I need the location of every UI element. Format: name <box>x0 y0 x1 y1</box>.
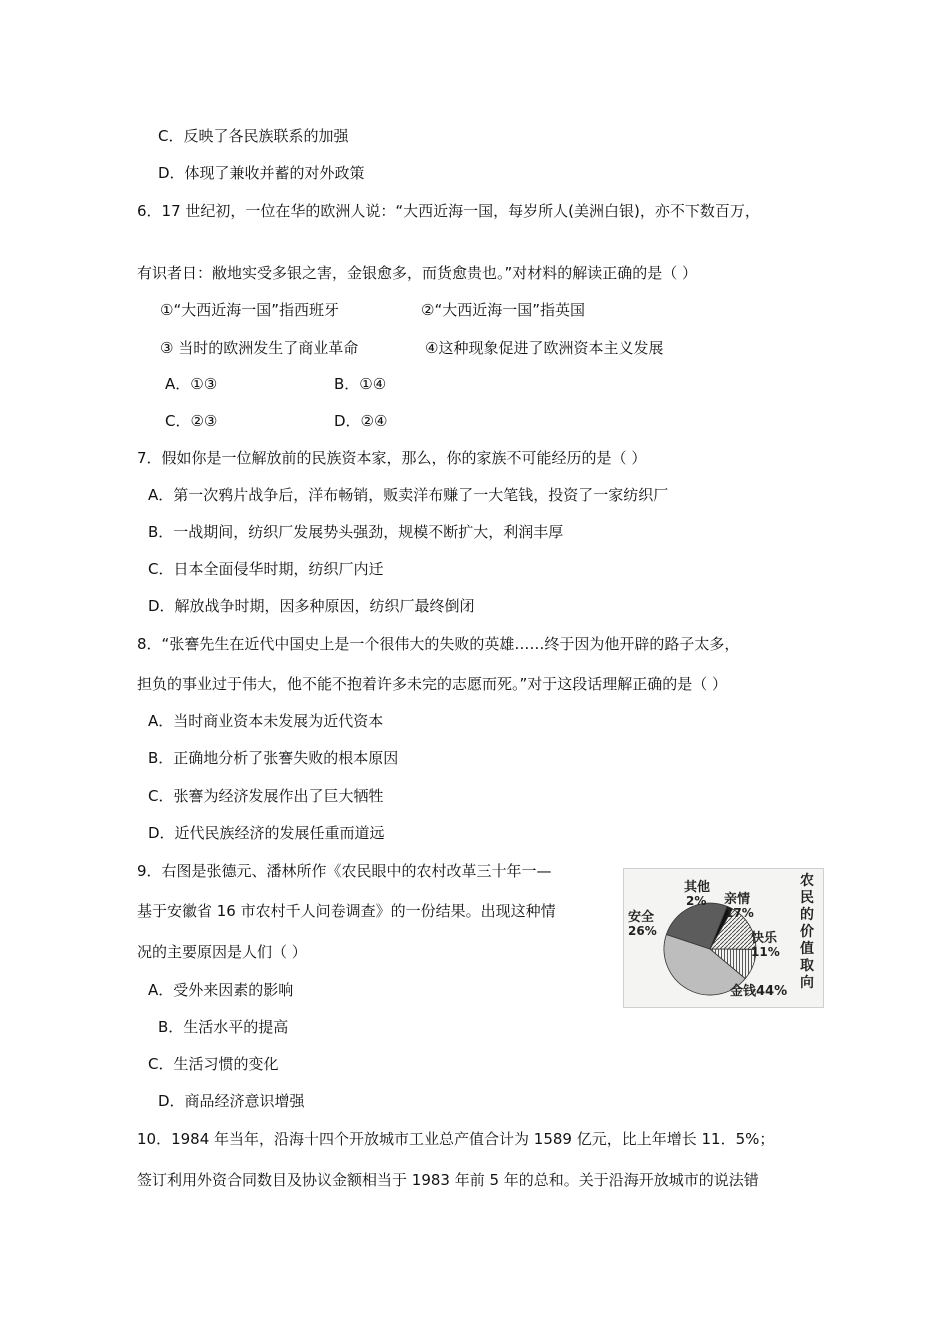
q5-option-c: C．反映了各民族联系的加强 <box>158 127 349 145</box>
q7-stem: 7．假如你是一位解放前的民族资本家，那么，你的家族不可能经历的是（ ） <box>137 449 647 467</box>
chart-title-char: 农 <box>800 873 814 889</box>
q8-option-d: D．近代民族经济的发展任重而道远 <box>148 824 385 842</box>
q7-option-d: D．解放战争时期，因多种原因，纺织厂最终倒闭 <box>148 597 475 615</box>
q8-option-c: C．张謇为经济发展作出了巨大牺牲 <box>148 787 384 805</box>
q6-stem-line1: 6．17 世纪初，一位在华的欧洲人说：“大西近海一国，每岁所人(美洲白银)，亦不下数百万， <box>137 202 760 220</box>
q8-stem-line2: 担负的事业过于伟大，他不能不抱着许多未完的志愿而死。”对于这段话理解正确的是（ ） <box>137 675 728 693</box>
q7-option-c: C．日本全面侵华时期，纺织厂内迁 <box>148 560 384 578</box>
q6-statement-2: ②“大西近海一国”指英国 <box>421 301 585 319</box>
q6-statement-1: ①“大西近海一国”指西班牙 <box>160 301 339 319</box>
q6-option-b: B．①④ <box>334 375 387 393</box>
q8-stem-line1: 8．“张謇先生在近代中国史上是一个很伟大的失败的英雄……终于因为他开辟的路子太多， <box>137 635 740 653</box>
q6-option-a: A．①③ <box>165 375 218 393</box>
q7-option-b: B．一战期间，纺织厂发展势头强劲，规模不断扩大，利润丰厚 <box>148 523 564 541</box>
chart-title-char: 值 <box>800 941 814 957</box>
q9-stem-line3: 况的主要原因是人们（ ） <box>137 943 307 961</box>
q5-option-d: D．体现了兼收并蓄的对外政策 <box>158 164 365 182</box>
chart-title-char: 向 <box>800 975 814 991</box>
label-safety-value: 26% <box>628 924 657 938</box>
label-other: 其他 <box>684 880 711 895</box>
q9-stem-line2: 基于安徽省 16 市农村千人问卷调查》的一份结果。出现这种情 <box>137 902 556 920</box>
label-money: 金钱44% <box>730 984 788 999</box>
chart-title-char: 价 <box>800 924 814 940</box>
q6-option-c: C．②③ <box>165 412 218 430</box>
q10-stem-line1: 10．1984 年当年，沿海十四个开放城市工业总产值合计为 1589 亿元，比上年增长 11．5%； <box>137 1130 775 1148</box>
label-family-value: 17% <box>725 906 754 920</box>
chart-title-char: 取 <box>800 958 814 974</box>
label-family: 亲情 <box>724 892 751 907</box>
pie-chart-figure <box>623 868 824 1008</box>
label-safety: 安全 <box>628 910 655 925</box>
q9-stem-line1: 9．右图是张德元、潘林所作《农民眼中的农村改革三十年一— <box>137 862 552 880</box>
q7-option-a: A．第一次鸦片战争后，洋布畅销，贩卖洋布赚了一大笔钱，投资了一家纺织厂 <box>148 486 669 504</box>
label-happiness: 快乐 <box>751 931 778 946</box>
pie-chart <box>624 869 823 1007</box>
q6-stem-line2: 有识者日：敝地实受多银之害，金银愈多，而货愈贵也。”对材料的解读正确的是（ ） <box>137 264 698 282</box>
q6-option-d: D．②④ <box>334 412 388 430</box>
q6-statement-3: ③ 当时的欧洲发生了商业革命 <box>160 339 359 357</box>
chart-title-char: 民 <box>800 890 814 906</box>
q6-statement-4: ④这种现象促进了欧洲资本主义发展 <box>425 339 664 357</box>
q8-option-a: A．当时商业资本未发展为近代资本 <box>148 712 384 730</box>
q9-option-d: D．商品经济意识增强 <box>158 1092 305 1110</box>
q10-stem-line2: 签订利用外资合同数目及协议金额相当于 1983 年前 5 年的总和。关于沿海开放城市的说法错 <box>137 1171 759 1189</box>
chart-title <box>800 872 814 991</box>
q9-option-a: A．受外来因素的影响 <box>148 981 294 999</box>
q9-option-c: C．生活习惯的变化 <box>148 1055 279 1073</box>
q8-option-b: B．正确地分析了张謇失败的根本原因 <box>148 749 399 767</box>
q9-option-b: B．生活水平的提高 <box>158 1018 289 1036</box>
chart-title-char: 的 <box>800 907 814 923</box>
label-happiness-value: 11% <box>751 945 780 959</box>
label-other-value: 2% <box>686 894 707 908</box>
